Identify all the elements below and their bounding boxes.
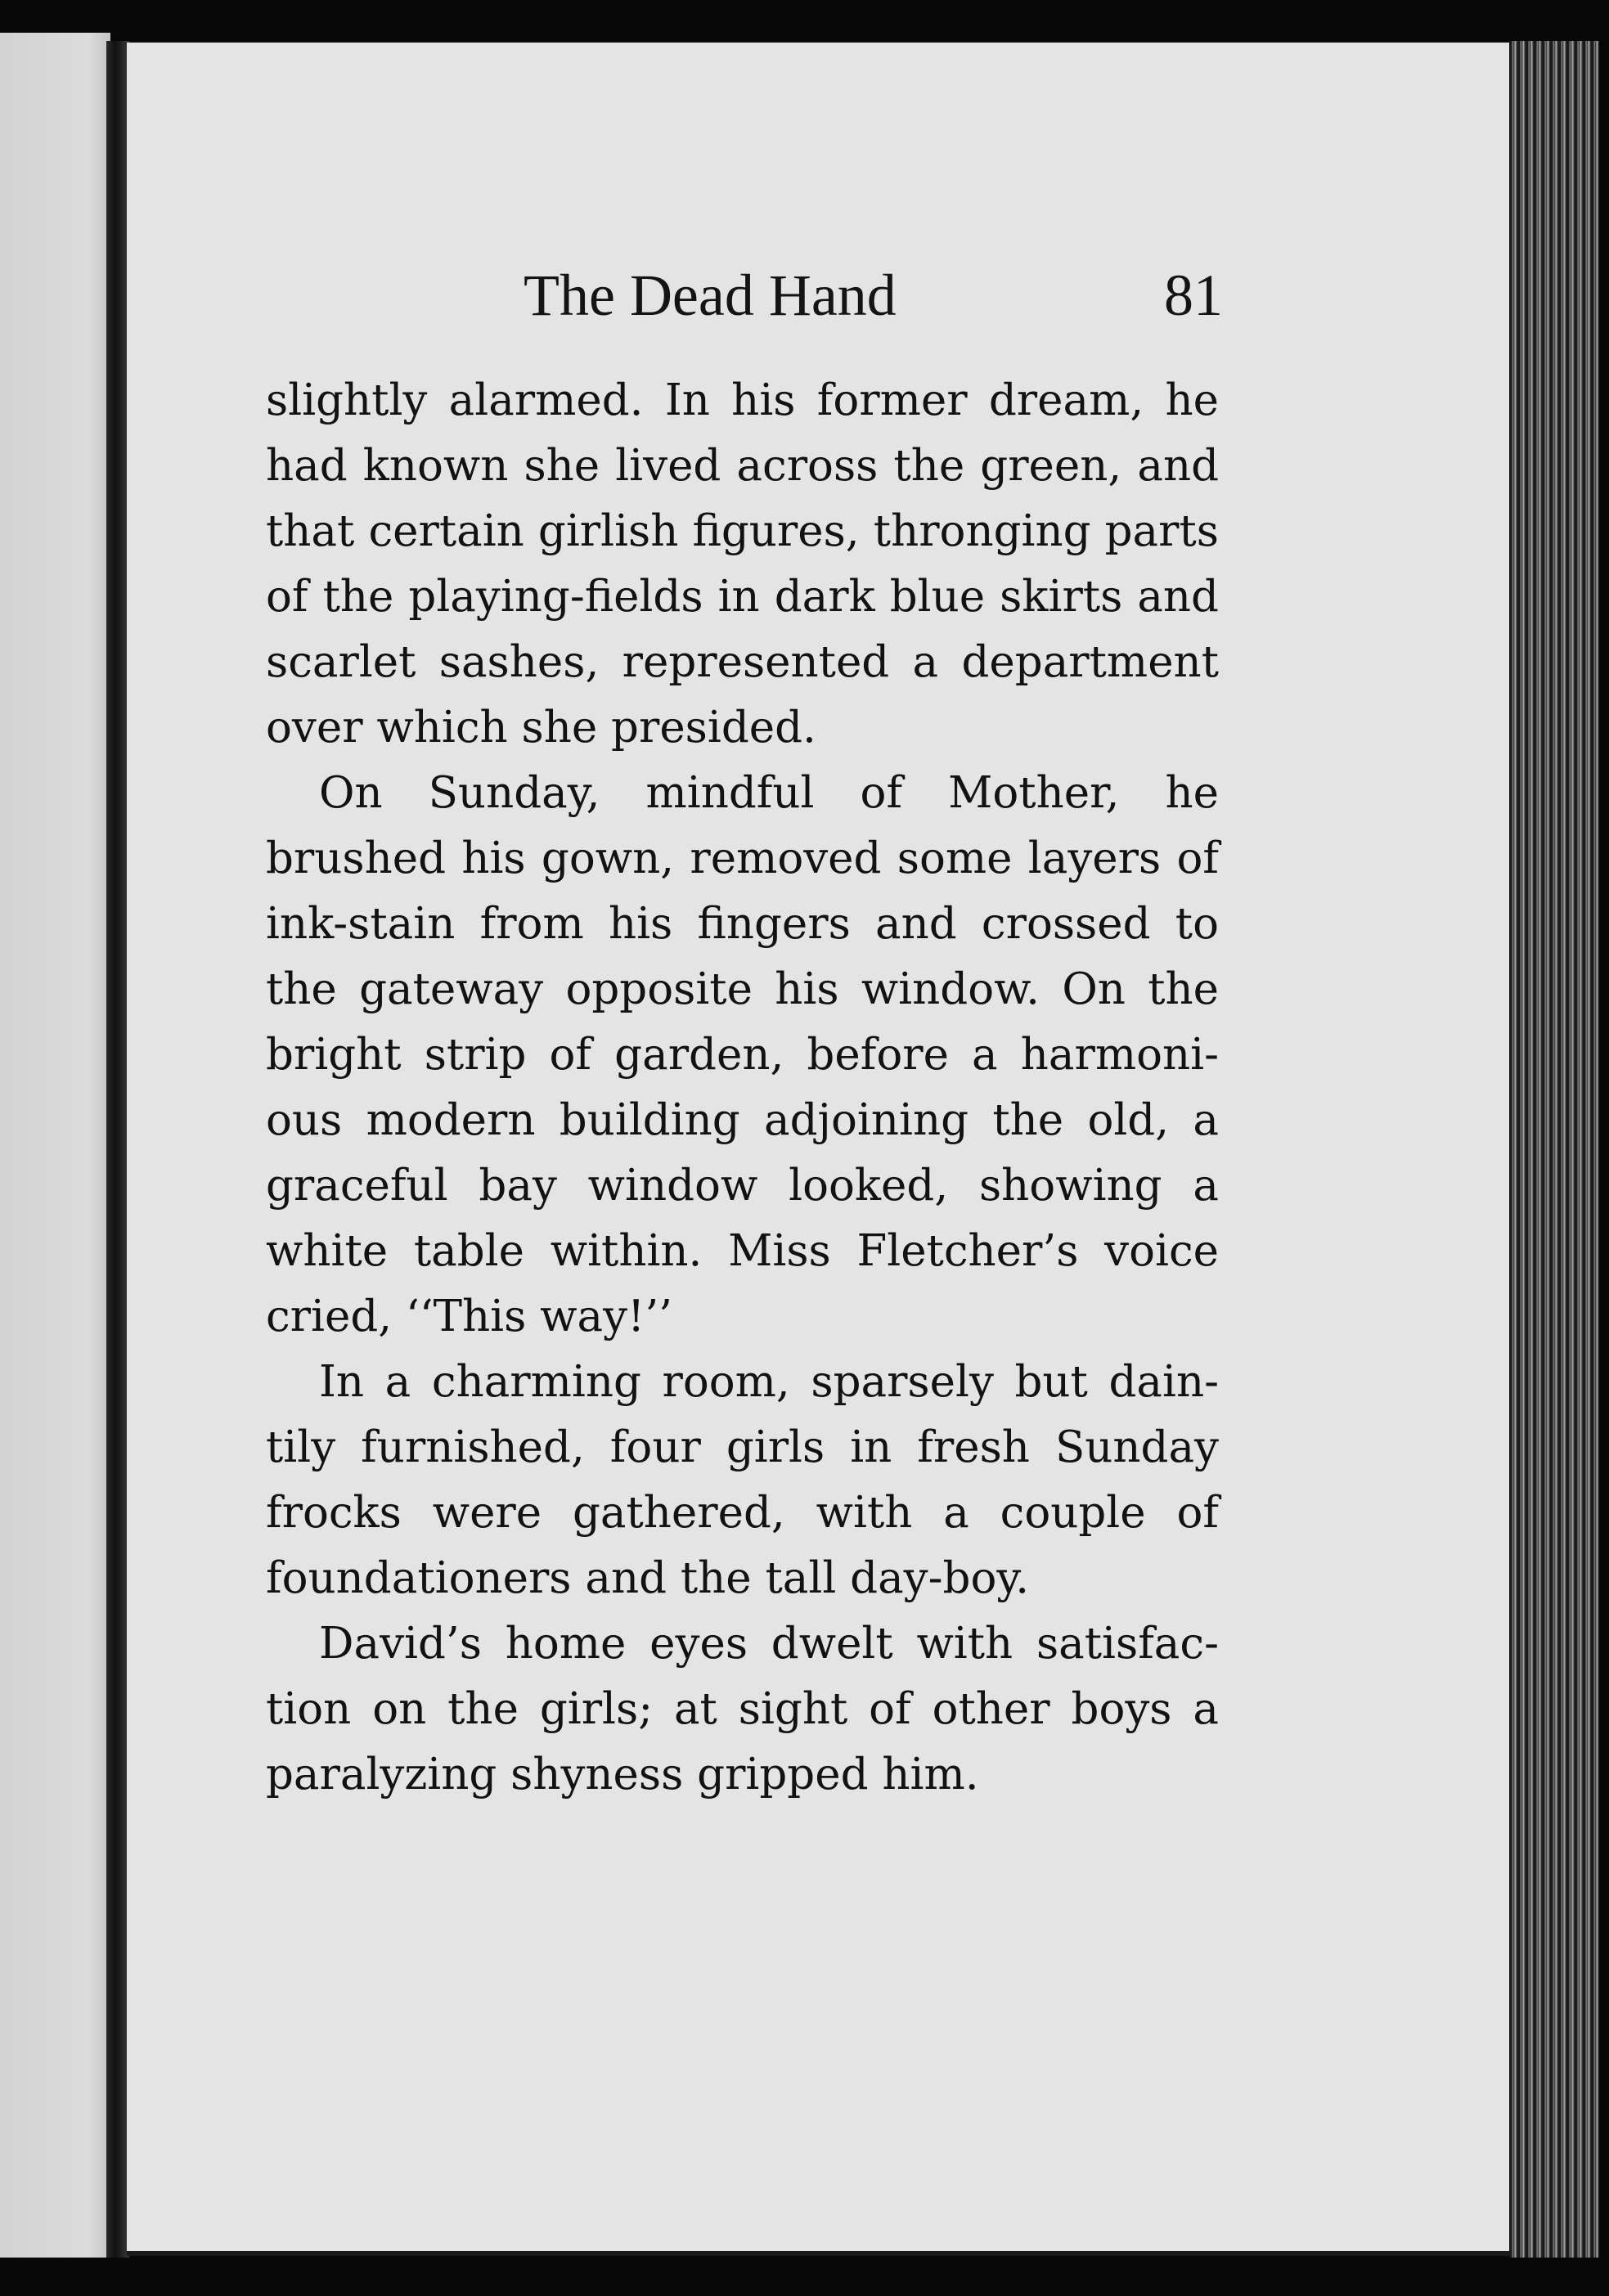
text-line: foundationers and the tall day-boy. (266, 1553, 1030, 1603)
text-line: had known she lived across the green, and (266, 441, 1219, 491)
text-line: In a charming room, sparsely but dain- (319, 1357, 1219, 1407)
paragraph-3 (266, 1350, 1219, 1611)
text-line: graceful bay window looked, showing a (266, 1161, 1219, 1211)
text-line: David’s home eyes dwelt with satisfac- (319, 1619, 1219, 1669)
running-head (524, 262, 1223, 344)
text-line: tily furnished, four girls in fresh Sunday (266, 1422, 1219, 1472)
text-line: over which she presided. (266, 703, 816, 753)
paragraph-1 (266, 368, 1219, 761)
text-line: paralyzing shyness gripped him. (266, 1750, 979, 1800)
text-line: of the playing-fields in dark blue skirts and (266, 572, 1219, 622)
text-line: white table within. Miss Fletcher’s voice (266, 1226, 1219, 1276)
page-number: 81 (1164, 263, 1223, 328)
text-line: On Sunday, mindful of Mother, he (319, 768, 1219, 818)
text-line: that certain girlish figures, thronging parts (266, 506, 1219, 556)
paragraph-2 (266, 761, 1219, 1350)
text-line: bright strip of garden, before a harmoni- (266, 1030, 1219, 1080)
text-line: ous modern building adjoining the old, a (266, 1095, 1219, 1145)
text-line: brushed his gown, removed some layers of (266, 833, 1219, 883)
body-text (266, 368, 1219, 1808)
running-title: The Dead Hand (524, 263, 897, 328)
text-line: the gateway opposite his window. On the (266, 964, 1219, 1014)
paragraph-4 (266, 1611, 1219, 1808)
text-line: cried, ‘‘This way!’’ (266, 1292, 673, 1341)
text-line: tion on the girls; at sight of other boys a (266, 1684, 1219, 1734)
text-line: frocks were gathered, with a couple of (266, 1488, 1219, 1538)
text-line: scarlet sashes, represented a department (266, 637, 1219, 687)
text-line: ink-stain from his fingers and crossed to (266, 899, 1219, 949)
page-edges-stack (1509, 41, 1599, 2258)
text-line: slightly alarmed. In his former dream, he (266, 375, 1219, 425)
book-gutter (106, 41, 129, 2258)
facing-page-edge (0, 33, 110, 2258)
